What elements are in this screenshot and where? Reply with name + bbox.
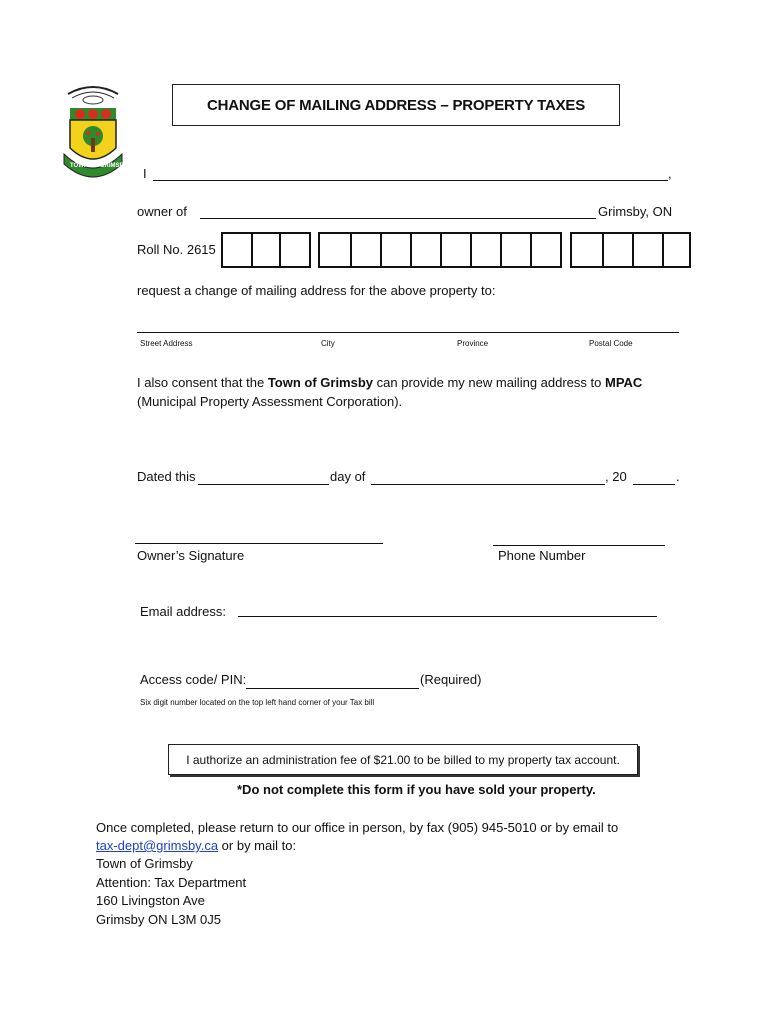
roll-label: Roll No. 2615: [137, 242, 216, 257]
consent-paragraph: I also consent that the Town of Grimsby can provide my new mailing address to MPAC: [137, 375, 643, 390]
roll-digit-box[interactable]: [632, 234, 662, 266]
fee-authorization-box: [168, 744, 638, 775]
roll-number-group-3[interactable]: [570, 232, 691, 268]
pin-hint: Six digit number located on the top left hand corner of your Tax bill: [140, 698, 375, 707]
signature-field[interactable]: [135, 543, 383, 544]
street-label: Street Address: [140, 339, 193, 348]
roll-digit-box[interactable]: [410, 234, 440, 266]
pin-label: Access code/ PIN:: [140, 672, 247, 687]
roll-digit-box[interactable]: [279, 234, 309, 266]
roll-digit-box[interactable]: [380, 234, 410, 266]
roll-digit-box[interactable]: [470, 234, 500, 266]
sold-warning: *Do not complete this form if you have sold your property.: [237, 782, 596, 797]
roll-digit-box[interactable]: [320, 234, 350, 266]
year-field[interactable]: [633, 484, 675, 485]
roll-digit-box[interactable]: [662, 234, 689, 266]
province-label: Province: [457, 339, 489, 348]
signature-label: Owner’s Signature: [137, 548, 245, 563]
email-label: Email address:: [140, 604, 226, 619]
owner-label: owner of: [137, 204, 187, 219]
city-label: City: [321, 339, 335, 348]
phone-field[interactable]: [493, 545, 665, 546]
new-address-field[interactable]: [137, 332, 679, 333]
roll-digit-box[interactable]: [251, 234, 279, 266]
roll-number-group-2[interactable]: [318, 232, 562, 268]
postal-label: Postal Code: [589, 339, 633, 348]
fee-text: I authorize an administration fee of $21.00 to be billed to my property tax account.: [186, 752, 620, 767]
name-field[interactable]: [153, 180, 668, 181]
address-line-1: Town of Grimsby: [96, 856, 193, 871]
dated-label: Dated this: [137, 469, 196, 484]
roll-digit-box[interactable]: [500, 234, 530, 266]
roll-digit-box[interactable]: [602, 234, 632, 266]
pin-required: (Required): [420, 672, 482, 687]
request-text: request a change of mailing address for the above property to:: [137, 283, 496, 298]
return-instructions: Once completed, please return to our office in person, by fax (905) 945-5010 or by email to: [96, 820, 619, 835]
roll-digit-box[interactable]: [223, 234, 251, 266]
consent-line-2: (Municipal Property Assessment Corporation).: [137, 394, 403, 409]
form-title: CHANGE OF MAILING ADDRESS – PROPERTY TAXES: [172, 84, 620, 126]
owner-suffix: Grimsby, ON: [598, 204, 673, 219]
name-prefix: I: [143, 166, 147, 181]
phone-label: Phone Number: [498, 548, 586, 563]
address-line-4: Grimsby ON L3M 0J5: [96, 912, 221, 927]
town-crest-logo: [60, 78, 126, 186]
dayof-label: day of: [330, 469, 366, 484]
roll-digit-box[interactable]: [530, 234, 560, 266]
roll-digit-box[interactable]: [440, 234, 470, 266]
email-field[interactable]: [238, 616, 657, 617]
pin-field[interactable]: [246, 688, 419, 689]
crest-motto: TOWN OF GRIMSBY: [70, 163, 128, 169]
address-line-2: Attention: Tax Department: [96, 875, 247, 890]
email-line: tax-dept@grimsby.ca or by mail to:: [96, 838, 297, 853]
year-suffix: .: [676, 469, 680, 484]
year-label: , 20: [605, 469, 627, 484]
tax-email-link[interactable]: tax-dept@grimsby.ca: [96, 838, 219, 853]
day-field[interactable]: [198, 484, 329, 485]
month-field[interactable]: [371, 484, 605, 485]
name-suffix: ,: [668, 166, 672, 181]
roll-digit-box[interactable]: [572, 234, 602, 266]
address-line-3: 160 Livingston Ave: [96, 893, 205, 908]
roll-digit-box[interactable]: [350, 234, 380, 266]
roll-number-group-1[interactable]: [221, 232, 311, 268]
property-address-field[interactable]: [200, 218, 596, 219]
